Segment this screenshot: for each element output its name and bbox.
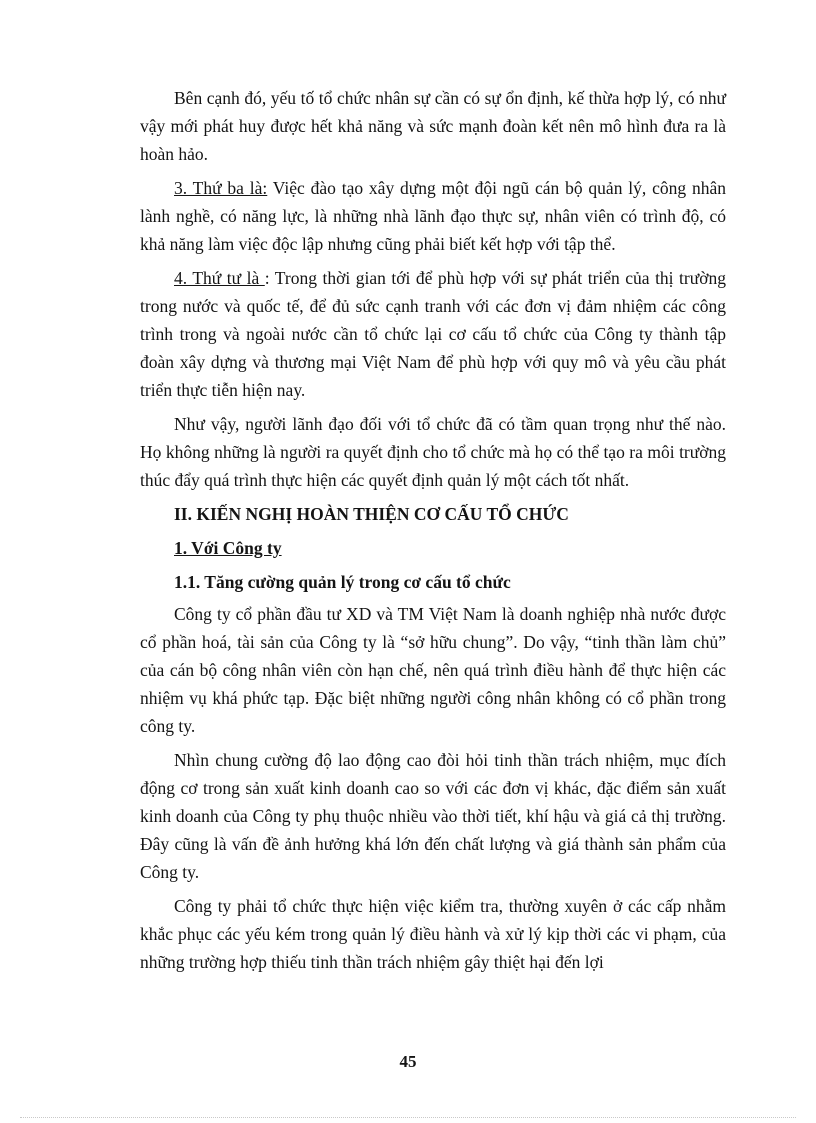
section-heading: II. KIẾN NGHỊ HOÀN THIỆN CƠ CẤU TỔ CHỨC [174,504,569,524]
page-bottom-divider [20,1117,796,1118]
paragraph-third-point [140,174,726,258]
paragraph-inspection: Công ty phải tổ chức thực hiện việc kiểm tra, thường xuyên ở các cấp nhằm khắc phục các yếu kém trong quản lý điều hành và xử lý kịp thời các vi phạm, của những trường hợp thiếu tinh thần trách nhiệm gây thiệt hại đến lợi [140,896,726,972]
page-body [140,84,726,982]
paragraph-personnel-stability: Bên cạnh đó, yếu tố tổ chức nhân sự cần có sự ổn định, kế thừa hợp lý, có như vậy mới phát huy được hết khả năng và sức mạnh đoàn kết nên mô hình đưa ra là hoàn hảo. [140,88,726,164]
point-4-label: 4. Thứ tư là [174,268,265,288]
paragraph-labor-intensity: Nhìn chung cường độ lao động cao đòi hỏi tinh thần trách nhiệm, mục đích động cơ trong sản xuất kinh doanh cao so với các đơn vị khác, đặc điểm sản xuất kinh doanh của Công ty phụ thuộc nhiều vào thời tiết, khí hậu và giá cả thị trường. Đây cũng là vấn đề ảnh hưởng khá lớn đến chất lượng và giá thành sản phẩm của Công ty. [140,750,726,882]
paragraph-company-ownership: Công ty cổ phần đầu tư XD và TM Việt Nam là doanh nghiệp nhà nước được cổ phần hoá, tài sản của Công ty là “sở hữu chung”. Do vậy, “tinh thần làm chủ” của cán bộ công nhân viên còn hạn chế, nên quá trình điều hành để thực hiện các nhiệm vụ khá phức tạp. Đặc biệt những người công nhân không có cổ phần trong công ty. [140,604,726,736]
paragraph-fourth-point [140,264,726,404]
page-number: 45 [399,1052,417,1071]
paragraph-leadership-role: Như vậy, người lãnh đạo đối với tổ chức đã có tầm quan trọng như thế nào. Họ không những là người ra quyết định cho tổ chức mà họ có thể tạo ra môi trường thúc đẩy quá trình thực hiện các quyết định quản lý một cách tốt nhất. [140,414,726,490]
point-3-text: Việc đào tạo xây dựng một đội ngũ cán bộ quản lý, công nhân lành nghề, có năng lực, là những nhà lãnh đạo thực sự, nhân viên có trình độ, có khả năng làm việc độc lập nhưng cũng phải biết kết hợp với tập thể. [140,178,726,254]
point-3-label: 3. Thứ ba là: [174,178,268,198]
subsubsection-heading: 1.1. Tăng cường quản lý trong cơ cấu tổ chức [174,572,511,592]
point-4-text: : Trong thời gian tới để phù hợp với sự phát triển của thị trường trong nước và quốc tế, để đủ sức cạnh tranh với các đơn vị đảm nhiệm các công trình trong và ngoài nước cần tổ chức lại cơ cấu tổ chức của Công ty thành tập đoàn xây dựng và thương mại Việt Nam để phù hợp với quy mô và yêu cầu phát triển thực tiễn hiện nay. [140,268,726,400]
subsection-heading: 1. Với Công ty [174,538,282,558]
